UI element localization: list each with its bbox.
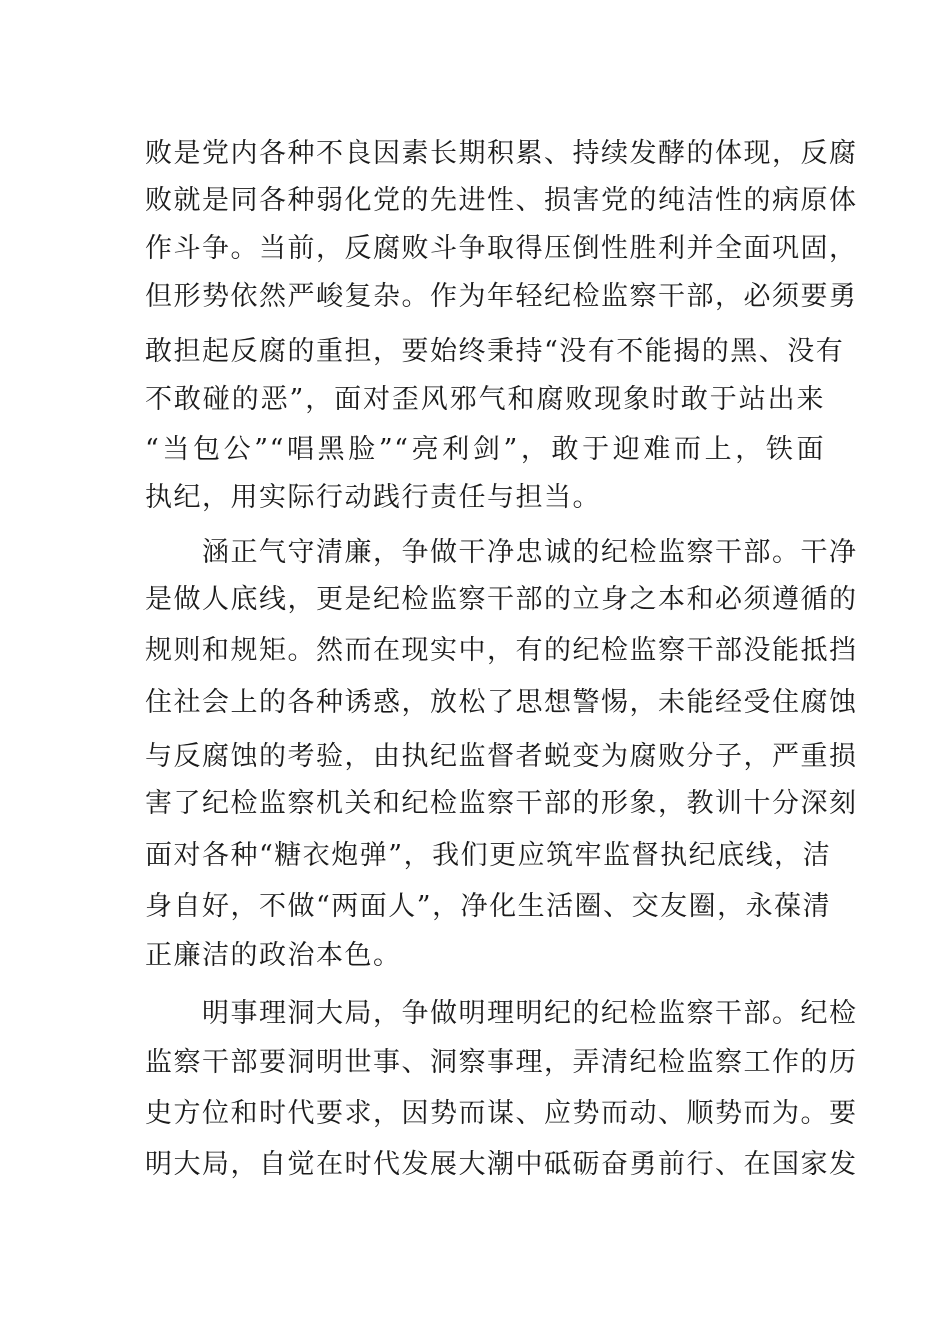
text-line: 但形势依然严峻复杂。作为年轻纪检监察干部，必须要勇	[145, 281, 858, 312]
text-line: 害了纪检监察机关和纪检监察干部的形象，教训十分深刻	[145, 788, 858, 819]
text-line: 是做人底线，更是纪检监察干部的立身之本和必须遵循的	[145, 584, 858, 615]
text-line: 作斗争。当前，反腐败斗争取得压倒性胜利并全面巩固，	[145, 233, 858, 264]
text-line: 不敢碰的恶”，面对歪风邪气和腐败现象时敢于站出来	[145, 384, 825, 415]
text-line: 面对各种“糖衣炮弹”，我们更应筑牢监督执纪底线，洁	[145, 840, 832, 871]
text-line: 身自好，不做“两面人”，净化生活圈、交友圈，永葆清	[145, 891, 832, 922]
text-line: 规则和规矩。然而在现实中，有的纪检监察干部没能抵挡	[145, 635, 858, 666]
text-line: “当包公”“唱黑脸”“亮利剑”，敢于迎难而上，铁面	[145, 434, 825, 465]
text-line: 败就是同各种弱化党的先进性、损害党的纯洁性的病原体	[145, 185, 858, 216]
paragraph-heading-line: 明事理洞大局，争做明理明纪的纪检监察干部。纪检	[145, 998, 858, 1029]
text-line: 正廉洁的政治本色。	[145, 940, 402, 971]
text-line: 执纪，用实际行动践行责任与担当。	[145, 482, 601, 513]
paragraph-heading-line: 涵正气守清廉，争做干净忠诚的纪检监察干部。干净	[145, 537, 858, 568]
text-line: 明大局，自觉在时代发展大潮中砥砺奋勇前行、在国家发	[145, 1149, 858, 1180]
text-line: 敢担起反腐的重担，要始终秉持“没有不能揭的黑、没有	[145, 336, 845, 367]
text-line: 与反腐蚀的考验，由执纪监督者蜕变为腐败分子，严重损	[145, 741, 858, 772]
text-line: 史方位和时代要求，因势而谋、应势而动、顺势而为。要	[145, 1098, 858, 1129]
text-line: 败是党内各种不良因素长期积累、持续发酵的体现，反腐	[145, 138, 858, 169]
text-line: 监察干部要洞明世事、洞察事理，弄清纪检监察工作的历	[145, 1047, 858, 1078]
text-line: 住社会上的各种诱惑，放松了思想警惕，未能经受住腐蚀	[145, 687, 858, 718]
